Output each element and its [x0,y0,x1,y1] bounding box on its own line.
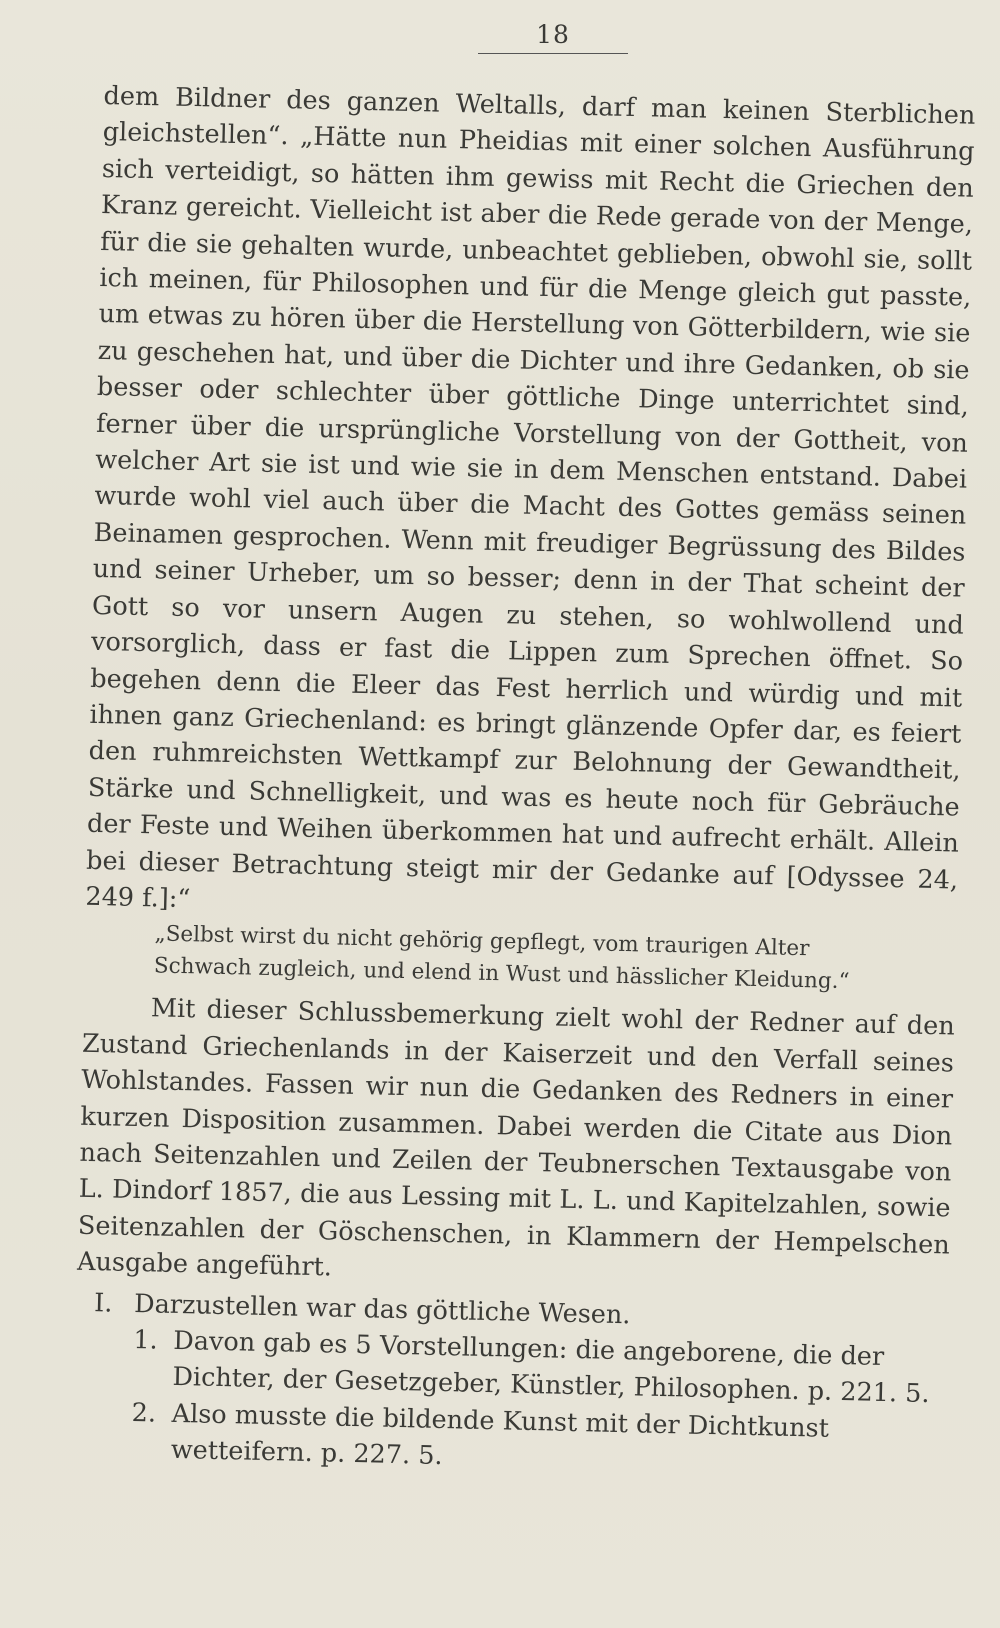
paragraph-continued [85,78,976,935]
paragraph-2-text: Mit dieser Schlussbemerkung zielt wohl der Redner auf den Zustand Griechenlands in der Kaiserzeit und den Verfall seines Wohlstandes. Fassen wir nun die Gedanken des Redners in einer kurzen Disposition zusammen. Dabei werden die Citate aus Dion nach Seitenzahlen und Zeilen der Teubnerschen Textausgabe von L. Dindorf 1857, die aus Lessing mit L. L. und Kapitelzahlen, sowie Seitenzahlen der Göschenschen, in Klammern der Hempelschen Ausgabe angeführt. [76,993,956,1283]
outline-sub-item-2-marker: 2. [131,1397,157,1429]
outline-item-1-text: Darzustellen war das göttliche Wesen. [133,1288,631,1330]
outline-item-1-marker: I. [93,1287,113,1319]
text-block [72,78,975,1486]
outline-sub-item-1-marker: 1. [133,1324,159,1356]
quote-line-1: „Selbst wirst du nicht gehörig gepflegt, vom traurigen Alter [154,921,810,962]
quote-line-2: Schwach zugleich, und elend in Wust und hässlicher Kleidung.“ [153,953,850,995]
outline-sub-items [130,1322,947,1486]
disposition-outline [72,1284,948,1486]
outline-sub-item-1-text: Davon gab es 5 Vorstellungen: die angeborene, die der Dichter, der Gesetzgeber, Künstler, Philosophen. p. 221. 5. [172,1325,930,1410]
paragraph-1-text: dem Bildner des ganzen Weltalls, darf man keinen Sterblichen gleichstellen“. „Hätte nun Pheidias mit einer solchen Ausführung sich verteidigt, so hätten ihm gewiss mit Recht die Griechen den Kranz gereicht. Vielleicht ist aber die Rede gerade von der Menge, für die sie gehalten wurde, unbeachtet geblieben, obwohl sie, sollt ich meinen, für Philosophen und für die Menge gleich gut passte, um etwas zu hören über die Herstellung von Götterbildern, wie sie zu geschehen hat, und über die Dichter und ihre Gedanken, ob sie besser oder schlechter über göttliche Dinge unterrichtet sind, ferner über die ursprüngliche Vorstellung von der Gottheit, von welcher Art sie ist und wie sie in dem Menschen entstand. Dabei wurde wohl viel auch über die Macht des Gottes gemäss seinen Beinamen gesprochen. Wenn mit freudiger Begrüssung des Bildes und seiner Urheber, um so besser; denn in der That scheint der Gott so vor unsern Augen zu stehen, so wohlwollend und vorsorglich, dass er fast die Lippen zum Sprechen öffnet. So begehen denn die Eleer das Fest herrlich und würdig und mit ihnen ganz Griechenland: es bringt glänzende Opfer dar, es feiert den ruhmreichsten Wettkampf zur Belohnung der Gewandtheit, Stärke und Schnelligkeit, und was es heute noch für Gebräuche der Feste und Weihen überkommen hat und aufrecht erhält. Allein bei dieser Betrachtung steigt mir der Gedanke auf [Odyssee 24, 249 f.]:“ [85,80,976,915]
paragraph-disposition [77,989,955,1300]
page-number: 18 [478,20,628,54]
outline-sub-item-2-text: Also musste die bildende Kunst mit der Dichtkunst wetteifern. p. 227. 5. [170,1398,830,1472]
